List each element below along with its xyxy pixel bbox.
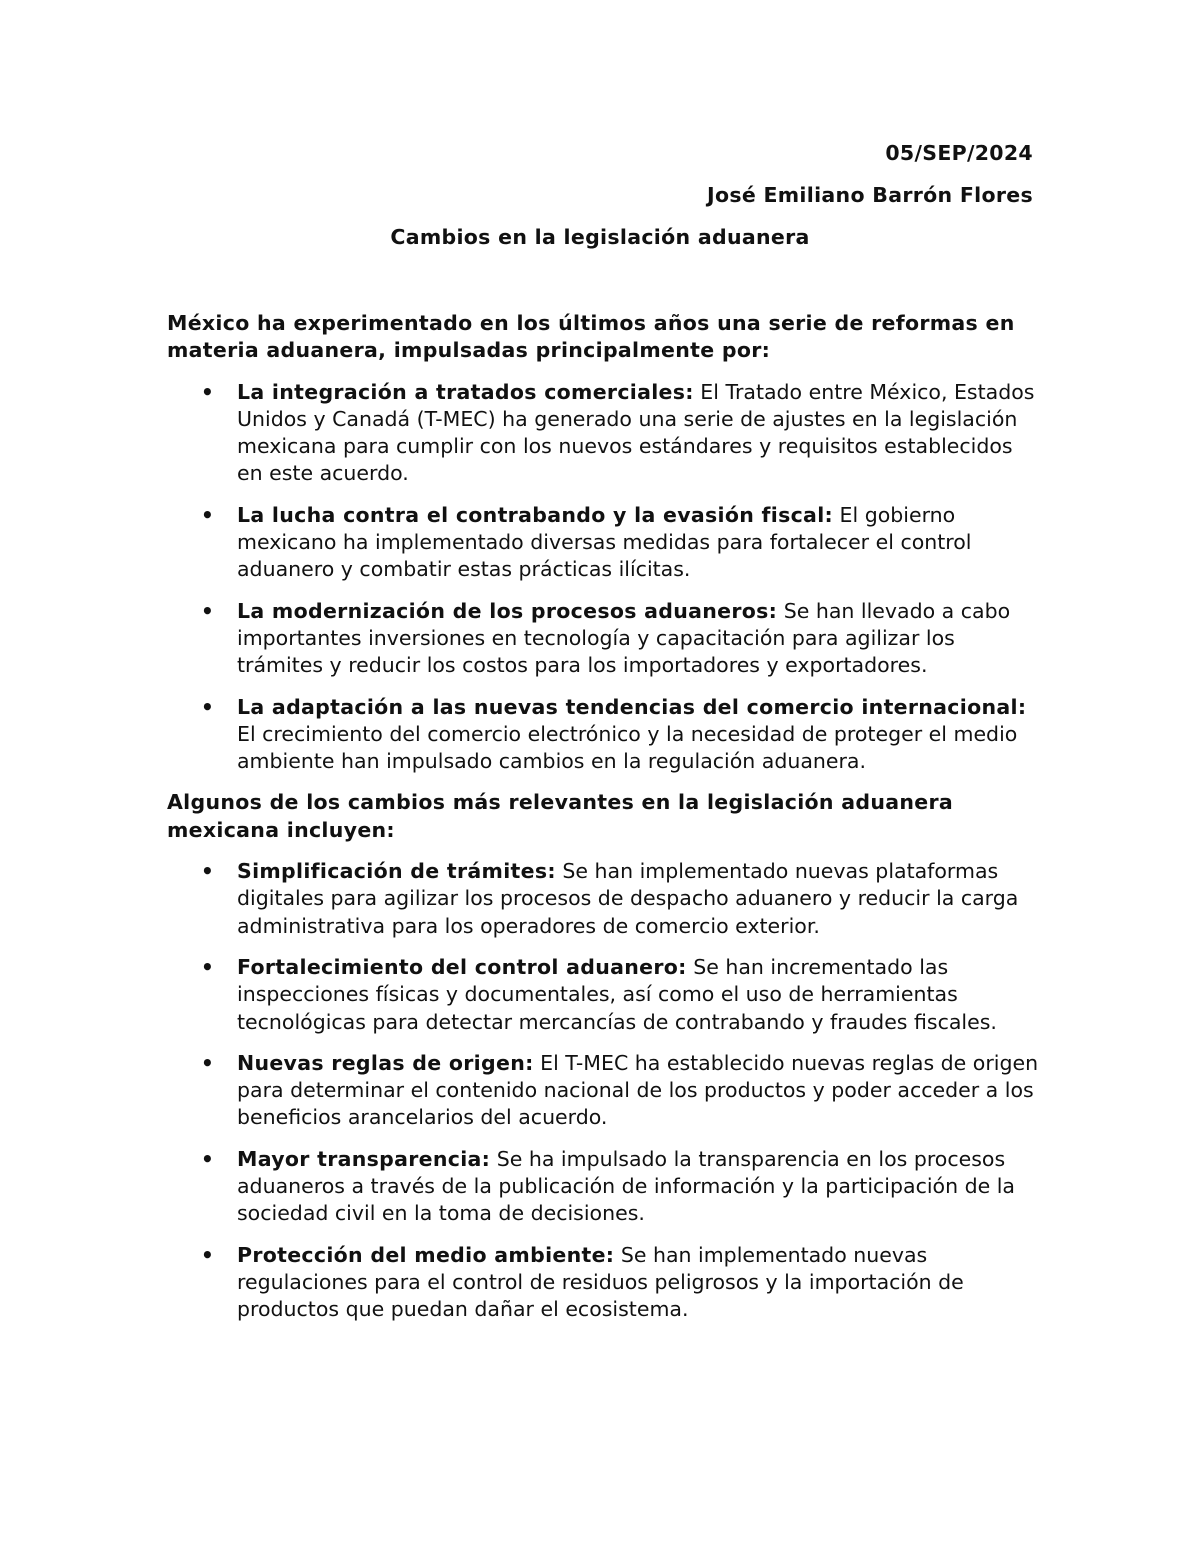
- bullet-icon: •: [201, 694, 214, 719]
- bullet-icon: •: [201, 1050, 214, 1075]
- bullet-icon: •: [201, 598, 214, 623]
- list-item-heading: Simplificación de trámites:: [237, 859, 556, 884]
- list-item-text: Se han implementado nuevas plataformas digitales para agilizar los procesos de despacho aduanero y reducir la carga administrativa para los operadores de comercio exterior.: [237, 859, 1019, 938]
- document-date: 05/SEP/2024: [885, 141, 1033, 165]
- list-item-heading: Fortalecimiento del control aduanero:: [237, 954, 687, 979]
- bullet-icon: •: [201, 1242, 214, 1267]
- list-item-heading: Mayor transparencia:: [237, 1146, 491, 1171]
- list-item-text: El T-MEC ha establecido nuevas reglas de origen para determinar el contenido nacional de los productos y poder acceder a los beneficios arancelarios del acuerdo.: [237, 1050, 1039, 1130]
- list-item: [167, 502, 1042, 584]
- relevant-changes-list: [167, 858, 1042, 1323]
- list-item-text: El gobierno mexicano ha implementado diversas medidas para fortalecer el control aduanero y combatir estas prácticas ilícitas.: [237, 502, 972, 582]
- list-item-text: Se ha impulsado la transparencia en los procesos aduaneros a través de la publicación de información y la participación de la sociedad civil en la toma de decisiones.: [237, 1146, 1015, 1226]
- list-item: [167, 379, 1042, 488]
- document-title: Cambios en la legislación aduanera: [390, 225, 810, 249]
- list-item-text: Se han incrementado las inspecciones físicas y documentales, así como el uso de herramientas tecnológicas para detectar mercancías de contrabando y fraudes fiscales.: [237, 954, 997, 1034]
- list-item: [167, 1050, 1042, 1132]
- list-item-heading: La adaptación a las nuevas tendencias del comercio internacional:: [237, 694, 1027, 719]
- list-item: [167, 598, 1042, 680]
- section-intro-changes: Algunos de los cambios más relevantes en la legislación aduanera mexicana incluyen:: [167, 790, 954, 842]
- list-item-heading: La modernización de los procesos aduaneros:: [237, 598, 778, 623]
- reform-drivers-list: [167, 379, 1042, 776]
- bullet-icon: •: [201, 379, 214, 404]
- document-body: [167, 310, 1042, 1324]
- document-author: José Emiliano Barrón Flores: [707, 183, 1033, 207]
- list-item: [167, 1242, 1042, 1324]
- list-item-text: Se han implementado nuevas regulaciones para el control de residuos peligrosos y la importación de productos que puedan dañar el ecosistema.: [237, 1242, 964, 1322]
- list-item: [167, 694, 1042, 776]
- list-item-heading: Protección del medio ambiente:: [237, 1242, 615, 1267]
- list-item-text: El Tratado entre México, Estados Unidos y Canadá (T-MEC) ha generado una serie de ajustes en la legislación mexicana para cumplir con los nuevos estándares y requisitos establecidos en este acuerdo.: [237, 379, 1035, 486]
- section-intro-reforms: México ha experimentado en los últimos años una serie de reformas en materia aduanera, impulsadas principalmente por:: [167, 311, 1015, 363]
- bullet-icon: •: [201, 859, 214, 884]
- list-item: [167, 954, 1042, 1036]
- bullet-icon: •: [201, 1146, 214, 1171]
- list-item: [167, 1146, 1042, 1228]
- list-item-text: Se han llevado a cabo importantes inversiones en tecnología y capacitación para agilizar los trámites y reducir los costos para los importadores y exportadores.: [237, 598, 1011, 678]
- bullet-icon: •: [201, 502, 214, 527]
- list-item-text: El crecimiento del comercio electrónico y la necesidad de proteger el medio ambiente han impulsado cambios en la regulación aduanera.: [237, 721, 1018, 774]
- list-item-heading: La integración a tratados comerciales:: [237, 379, 694, 404]
- list-item-heading: Nuevas reglas de origen:: [237, 1050, 534, 1075]
- list-item-heading: La lucha contra el contrabando y la evasión fiscal:: [237, 502, 834, 527]
- list-item: [167, 858, 1042, 940]
- bullet-icon: •: [201, 954, 214, 979]
